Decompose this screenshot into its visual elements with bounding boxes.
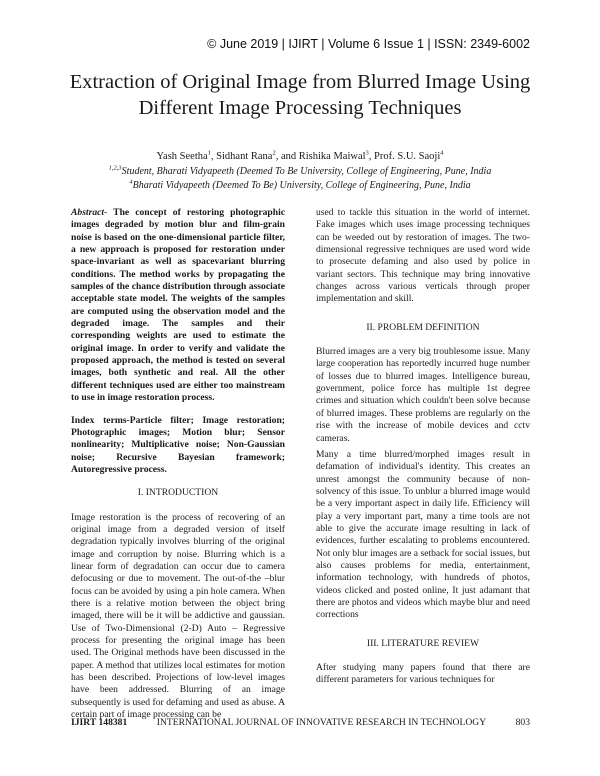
author-3: , and Rishika Maiwal (275, 151, 366, 162)
abstract (71, 207, 285, 405)
author-2-sup: 2 (272, 149, 276, 157)
page-footer (71, 717, 530, 728)
author-2: , Sidhant Rana (210, 151, 273, 162)
footer-journal-id: IJIRT 148381 (71, 717, 128, 728)
author-1: Yash Seetha (156, 151, 208, 162)
author-4-sup: 4 (440, 149, 444, 157)
affiliation-2 (30, 179, 570, 192)
author-3-sup: 3 (365, 149, 369, 157)
affiliation-1 (30, 165, 570, 178)
abstract-label: Abstract- (71, 207, 108, 218)
section-heading-literature: III. LITERATURE REVIEW (366, 637, 480, 649)
abstract-text: The concept of restoring photographic images degraded by motion blur and film-grain noise is based on the one-dimensional particle filter, a new approach is proposed for restoration under space-invariant as well as spacevariant blurring conditions. The method works by propagating the samples of the chance distribution through associate acceptable state model. The weights of the samples are computed using the observation model and the degraded image. The samples and their corresponding weights are used to estimate the original image. In order to verify and validate the proposed approach, the method is tested on several images, both synthetic and real. All the other different techniques used are either too mainstream to use in image restoration process. (71, 207, 285, 404)
author-1-sup: 1 (207, 149, 211, 157)
section-heading-introduction: I. INTRODUCTION (137, 487, 219, 499)
problem-paragraph-2: Many a time blurred/morphed images result in defamation of individual's identity. This creates an unrest amongst the community because of non-solvency of this issue. To unblur a blurred image would be a very important aspect in daily life. Efficiency will play a very important part, many a time tools are not able to give the accurate image resulting in lack of evidences, further escalating to problems encountered. Not only blur images are a setback for social issues, but also causes problems for media, entertainment, information technology, with hundreds of photos, videos clicked and posted online, It just adamant that there are photos and videos which maybe blur and need corrections (316, 448, 530, 621)
affiliation-1-sup: 1,2,3 (108, 164, 122, 172)
title-line-2: Different Image Processing Techniques (138, 97, 462, 119)
title-line-1: Extraction of Original Image from Blurred Image Using (69, 71, 531, 93)
footer-page-number: 803 (515, 717, 530, 728)
affiliation-1-text: Student, Bharati Vidyapeeth (Deemed To Be University, College of Engineering, Pune, India (121, 166, 492, 177)
introduction-continued: used to tackle this situation in the world of internet. Fake images which uses image processing techniques can be weeded out by restoration of images. The two-dimensional regressive techniques are used word wide to prosecute defaming and also used by police in variant sectors. This technique may bring innovative changes across various verticals through proper implementation and skill. (316, 207, 530, 305)
literature-text: After studying many papers found that there are different parameters for various techniques for (316, 662, 530, 686)
affiliation-2-text: Bharati Vidyapeeth (Deemed To Be) University, College of Engineering, Pune, India (132, 180, 471, 191)
author-list (30, 150, 570, 163)
problem-paragraph-1: Blurred images are a very big troublesome issue. Many large cooperation has reportedly incurred huge number of losses due to blurred images. Intelligence bureau, government, police force has multiple 1st degree crimes and situation which couldn't been solve because of blurred images. These problems are regularly on the rise with the increase of mobile devices and cctv cameras. (316, 346, 530, 444)
introduction-text: Image restoration is the process of recovering of an original image from a degraded version of itself degradation typically involves blurring of the original image and corruption by noise. Blurring which is a linear form of degradation can occur due to camera defocusing or due to movement. The out-of-the –blur focus can be avoided by using a pin hole camera. When there is a relative motion between the object bring imaged, there will be it will be addictive and gaussian. Use of Two-Dimensional (2-D) Auto – Regressive process for presenting the original image has been used. The Original methods have been discussed in the paper. A method that utilizes local estimates for motion has been described. Projections of low-level images have been addressed. Blurring of an image subsequently is used for defaming and used as abuse. A certain part of image processing can be (71, 511, 285, 721)
index-terms: Index terms-Particle filter; Image restoration; Photographic images; Motion blur; Sensor nonlinearity; Multiplicative noise; Non-Gaussian noise; Recursive Bayesian framework; Autoregressive process. (71, 414, 285, 475)
left-column (71, 207, 285, 721)
affiliation-2-sup: 4 (129, 178, 133, 186)
paper-title (30, 69, 570, 121)
journal-header: © June 2019 | IJIRT | Volume 6 Issue 1 | ISSN: 2349-6002 (207, 37, 530, 51)
footer-journal-name: INTERNATIONAL JOURNAL OF INNOVATIVE RESEARCH IN TECHNOLOGY (156, 717, 487, 728)
section-heading-problem: II. PROBLEM DEFINITION (366, 321, 480, 333)
right-column (316, 207, 530, 687)
author-4: , Prof. S.U. Saoji (368, 151, 441, 162)
